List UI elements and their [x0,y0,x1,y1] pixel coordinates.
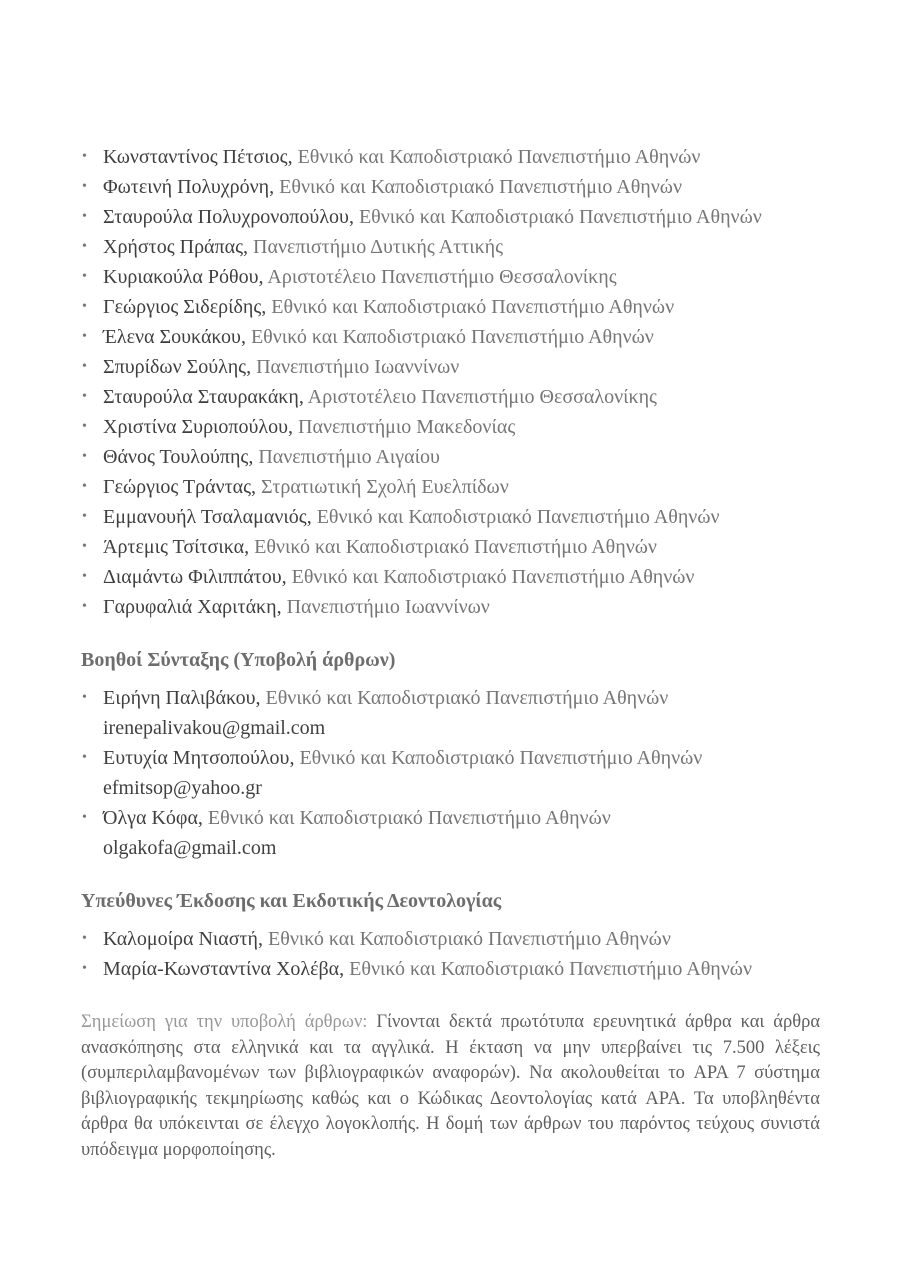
list-item [81,954,820,984]
member-line [103,807,611,829]
member-affiliation: Εθνικό και Καποδιστριακό Πανεπιστήμιο Αθηνών [297,146,701,168]
bullet-icon: • [82,931,87,946]
member-line [103,506,720,528]
bullet-icon: • [82,179,87,194]
member-name: Διαμάντω Φιλιππάτου, [103,566,287,588]
list-item [81,803,820,863]
list-item [81,442,820,472]
list-item [81,202,820,232]
member-name: Γεώργιος Τράντας, [103,476,257,498]
editorial-board-list [81,142,820,622]
bullet-icon: • [82,149,87,164]
member-affiliation: Εθνικό και Καποδιστριακό Πανεπιστήμιο Αθηνών [250,326,654,348]
member-line [103,476,509,498]
member-line [103,176,682,198]
list-item [81,472,820,502]
bullet-icon: • [82,961,87,976]
member-affiliation: Πανεπιστήμιο Ιωαννίνων [286,596,490,618]
list-item [81,412,820,442]
bullet-icon: • [82,239,87,254]
section-heading-assistants: Βοηθοί Σύνταξης (Υποβολή άρθρων) [81,649,396,671]
list-item [81,382,820,412]
member-affiliation: Αριστοτέλειο Πανεπιστήμιο Θεσσαλονίκης [267,266,617,288]
member-line [103,687,668,709]
bullet-icon: • [82,690,87,705]
member-affiliation: Πανεπιστήμιο Μακεδονίας [298,416,516,438]
bullet-icon: • [82,479,87,494]
member-name: Φωτεινή Πολυχρόνη, [103,176,275,198]
editorial-assistants-list [81,683,820,863]
list-item [81,592,820,622]
bullet-icon: • [82,389,87,404]
list-item [81,743,820,803]
member-line [103,236,503,258]
member-name: Ευτυχία Μητσοπούλου, [103,747,295,769]
list-item [81,232,820,262]
bullet-icon: • [82,810,87,825]
bullet-icon: • [82,209,87,224]
member-affiliation: Εθνικό και Καποδιστριακό Πανεπιστήμιο Αθηνών [279,176,683,198]
bullet-icon: • [82,419,87,434]
list-item [81,924,820,954]
member-email: efmitsop@yahoo.gr [103,777,262,799]
member-name: Κωνσταντίνος Πέτσιος, [103,146,293,168]
member-affiliation: Εθνικό και Καποδιστριακό Πανεπιστήμιο Αθηνών [271,296,675,318]
member-affiliation: Εθνικό και Καποδιστριακό Πανεπιστήμιο Αθηνών [207,807,611,829]
bullet-icon: • [82,269,87,284]
member-name: Καλομοίρα Νιαστή, [103,928,264,950]
member-affiliation: Εθνικό και Καποδιστριακό Πανεπιστήμιο Αθηνών [291,566,695,588]
bullet-icon: • [82,449,87,464]
submission-note [81,1010,820,1163]
member-line [103,296,674,318]
list-item [81,562,820,592]
member-email: irenepalivakou@gmail.com [103,717,326,739]
member-name: Ειρήνη Παλιβάκου, [103,687,261,709]
member-affiliation: Πανεπιστήμιο Δυτικής Αττικής [253,236,504,258]
submission-note-body: Γίνονται δεκτά πρωτότυπα ερευνητικά άρθρα και άρθρα ανασκόπησης στα ελληνικά και τα αγγλικά. Η έκταση να μην υπερβαίνει τις 7.500 λέξεις (συμπεριλαμβανομένων των βιβλιογραφικών αναφορών). Να ακολουθείται το APA 7 σύστημα βιβλιογραφικής τεκμηρίωσης καθώς και ο Κώδικας Δεοντολογίας κατά APA. Τα υποβληθέντα άρθρα θα υπόκεινται σε έλεγχο λογοκλοπής. Η δομή των άρθρων του παρόντος τεύχους συνιστά υπόδειγμα μορφοποίησης. [81,1012,821,1160]
member-name: Γεώργιος Σιδερίδης, [103,296,267,318]
member-name: Κυριακούλα Ρόθου, [103,266,264,288]
bullet-icon: • [82,359,87,374]
member-name: Σπυρίδων Σούλης, [103,356,252,378]
list-item [81,532,820,562]
member-line [103,566,694,588]
member-line [103,326,654,348]
member-line [103,596,490,618]
member-email: olgakofa@gmail.com [103,837,277,859]
member-affiliation: Εθνικό και Καποδιστριακό Πανεπιστήμιο Αθηνών [254,536,657,558]
member-affiliation: Εθνικό και Καποδιστριακό Πανεπιστήμιο Αθηνών [299,747,703,769]
member-name: Έλενα Σουκάκου, [103,326,246,348]
member-name: Γαρυφαλιά Χαριτάκη, [103,596,282,618]
bullet-icon: • [82,599,87,614]
member-line [103,536,657,558]
member-affiliation: Πανεπιστήμιο Ιωαννίνων [256,356,460,378]
member-line [103,747,702,769]
list-item [81,142,820,172]
member-affiliation: Αριστοτέλειο Πανεπιστήμιο Θεσσαλονίκης [307,386,657,408]
member-line [103,356,459,378]
bullet-icon: • [82,539,87,554]
bullet-icon: • [82,329,87,344]
list-item [81,683,820,743]
list-item [81,352,820,382]
member-affiliation: Στρατιωτική Σχολή Ευελπίδων [261,476,509,498]
bullet-icon: • [82,299,87,314]
member-line [103,446,440,468]
bullet-icon: • [82,509,87,524]
list-item [81,322,820,352]
list-item [81,172,820,202]
member-line [103,386,657,408]
list-item [81,502,820,532]
member-affiliation: Εθνικό και Καποδιστριακό Πανεπιστήμιο Αθηνών [268,928,671,950]
section-heading-publication-ethics: Υπεύθυνες Έκδοσης και Εκδοτικής Δεοντολογίας [81,890,502,912]
member-name: Σταυρούλα Σταυρακάκη, [103,386,304,408]
member-line [103,206,762,228]
member-line [103,416,515,438]
member-line [103,928,671,950]
member-affiliation: Εθνικό και Καποδιστριακό Πανεπιστήμιο Αθηνών [349,958,753,980]
member-name: Μαρία-Κωνσταντίνα Χολέβα, [103,958,345,980]
member-name: Χρήστος Πράπας, [103,236,249,258]
member-affiliation: Εθνικό και Καποδιστριακό Πανεπιστήμιο Αθηνών [358,206,762,228]
publication-ethics-list [81,924,820,984]
member-line [103,266,617,288]
submission-note-lead: Σημείωση για την υποβολή άρθρων: [81,1012,368,1032]
member-name: Χριστίνα Συριοπούλου, [103,416,294,438]
list-item [81,292,820,322]
member-name: Θάνος Τουλούπης, [103,446,254,468]
member-affiliation: Πανεπιστήμιο Αιγαίου [258,446,440,468]
member-affiliation: Εθνικό και Καποδιστριακό Πανεπιστήμιο Αθηνών [265,687,669,709]
member-line [103,146,700,168]
list-item [81,262,820,292]
member-line [103,958,752,980]
member-name: Σταυρούλα Πολυχρονοπούλου, [103,206,354,228]
member-affiliation: Εθνικό και Καποδιστριακό Πανεπιστήμιο Αθηνών [316,506,720,528]
bullet-icon: • [82,569,87,584]
bullet-icon: • [82,750,87,765]
member-name: Εμμανουήλ Τσαλαμανιός, [103,506,312,528]
member-name: Όλγα Κόφα, [103,807,203,829]
page-content [81,142,820,1163]
member-name: Άρτεμις Τσίτσικα, [103,536,250,558]
